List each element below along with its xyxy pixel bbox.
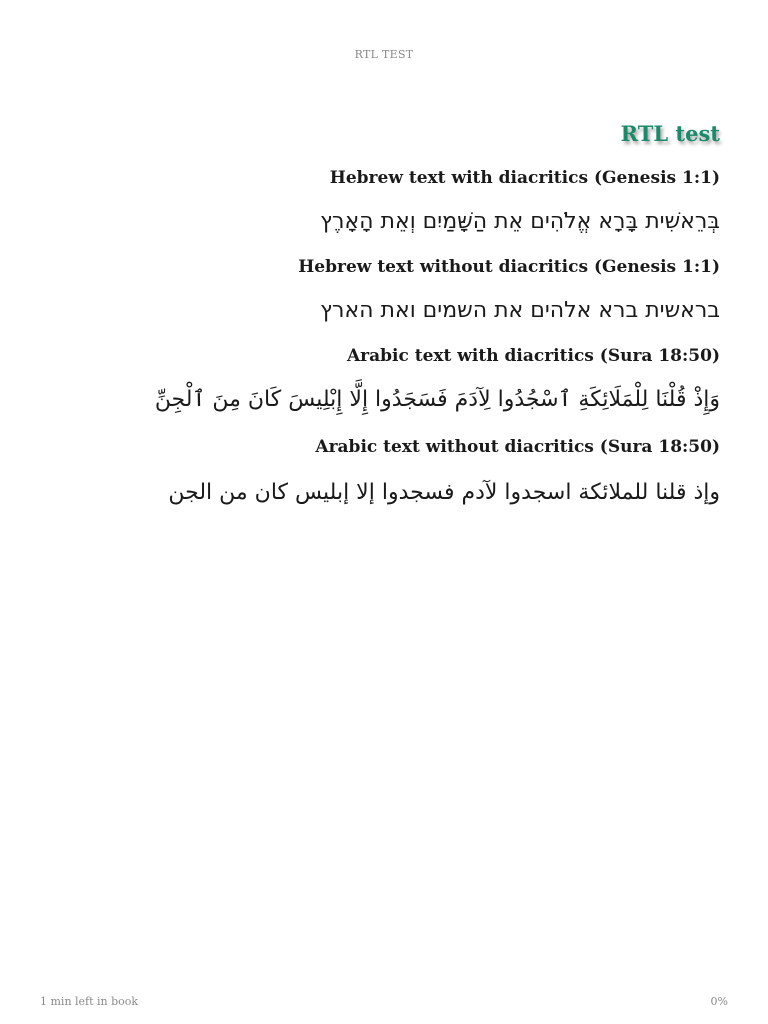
section-heading-hebrew-diacritics: Hebrew text with diacritics (Genesis 1:1) <box>329 168 720 189</box>
arabic-text-without-diacritics: وإذ قلنا للملائكة اسجدوا لآدم فسجدوا إلا إبليس كان من الجن <box>168 480 720 506</box>
running-header: RTL TEST <box>354 48 414 61</box>
hebrew-text-with-diacritics: בְּרֵאשִׁית בָּרָא אֱלֹהִים אֵת הַשָּׁמַיִם וְאֵת הָאָרֶץ <box>320 209 720 235</box>
section-heading-arabic-plain: Arabic text without diacritics (Sura 18:50) <box>315 436 720 457</box>
chapter-title: RTL test <box>620 121 720 146</box>
section-heading-arabic-diacritics: Arabic text with diacritics (Sura 18:50) <box>346 346 720 367</box>
arabic-text-with-diacritics: وَإِذْ قُلْنَا لِلْمَلَائِكَةِ ٱسْجُدُوا لِآدَمَ فَسَجَدُوا إِلَّا إِبْلِيسَ كَانَ مِنَ ٱلْجِنِّ <box>154 387 720 413</box>
section-heading-hebrew-plain: Hebrew text without diacritics (Genesis 1:1) <box>298 257 720 278</box>
progress-percent: 0% <box>710 995 728 1008</box>
page-content <box>48 120 720 509</box>
hebrew-text-without-diacritics: בראשית ברא אלהים את השמים ואת הארץ <box>320 298 720 324</box>
time-left-indicator: 1 min left in book <box>40 995 139 1008</box>
